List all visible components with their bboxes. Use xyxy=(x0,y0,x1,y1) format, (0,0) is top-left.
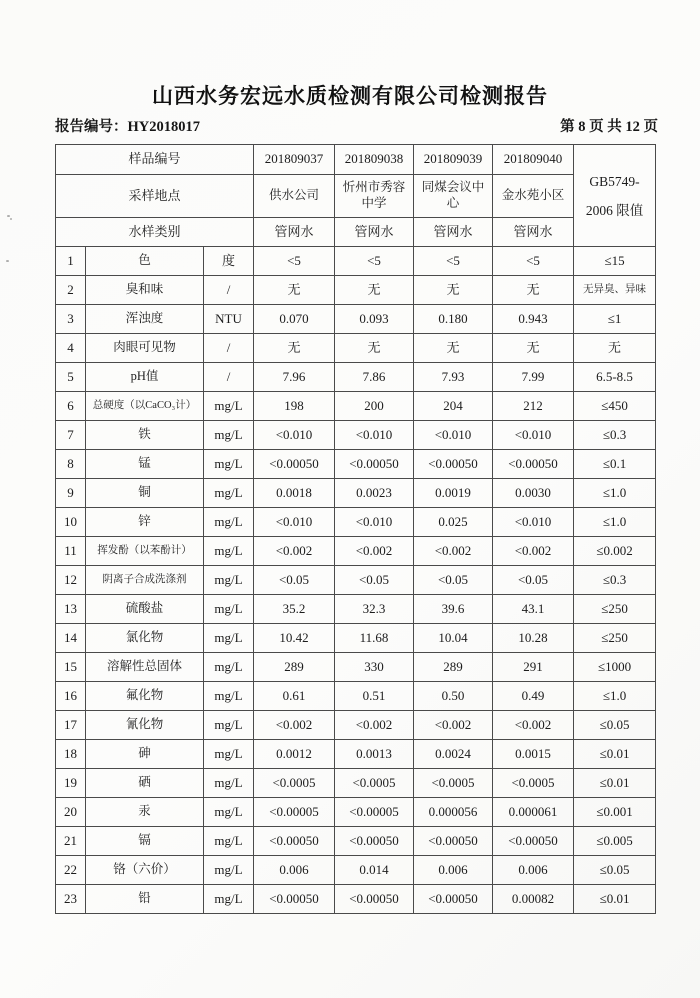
sample-value-cell-2: 0.093 xyxy=(335,305,414,334)
unit-cell: mg/L xyxy=(204,827,254,856)
sample-value-cell-3: 39.6 xyxy=(414,595,493,624)
limit-value-cell: ≤1.0 xyxy=(574,479,656,508)
scan-speck xyxy=(10,218,12,220)
unit-cell: mg/L xyxy=(204,682,254,711)
water-type-2: 管网水 xyxy=(335,218,414,247)
sample-value-cell-4: <0.0005 xyxy=(493,769,574,798)
location-3: 同煤会议中心 xyxy=(414,175,493,218)
sample-value-cell-3: <0.00050 xyxy=(414,827,493,856)
sample-value-cell-3: 204 xyxy=(414,392,493,421)
sample-value-cell-3: 0.025 xyxy=(414,508,493,537)
sample-value-cell-1: <0.00050 xyxy=(254,450,335,479)
sample-value-cell-2: <5 xyxy=(335,247,414,276)
sample-value-cell-4: <0.05 xyxy=(493,566,574,595)
unit-cell: mg/L xyxy=(204,537,254,566)
report-meta xyxy=(55,115,658,136)
sample-value-cell-2: <0.05 xyxy=(335,566,414,595)
sample-value-cell-1: <0.010 xyxy=(254,421,335,450)
location-1: 供水公司 xyxy=(254,175,335,218)
sample-value-cell-2: <0.00005 xyxy=(335,798,414,827)
sample-value-cell-2: <0.0005 xyxy=(335,769,414,798)
sample-id-1: 201809037 xyxy=(254,145,335,175)
sample-value-cell-1: <0.010 xyxy=(254,508,335,537)
sample-value-cell-2: <0.002 xyxy=(335,537,414,566)
parameter-row xyxy=(56,392,656,421)
parameter-row xyxy=(56,479,656,508)
sample-value-cell-1: <0.00050 xyxy=(254,885,335,914)
parameter-row xyxy=(56,798,656,827)
sample-value-cell-4: 0.0015 xyxy=(493,740,574,769)
limit-value-cell: ≤250 xyxy=(574,624,656,653)
unit-cell: / xyxy=(204,276,254,305)
limit-standard-line1: GB5749- xyxy=(589,173,640,189)
row-number-cell: 5 xyxy=(56,363,86,392)
parameter-row xyxy=(56,508,656,537)
sample-value-cell-1: <0.0005 xyxy=(254,769,335,798)
limit-value-cell: ≤0.01 xyxy=(574,885,656,914)
row-number-cell: 18 xyxy=(56,740,86,769)
parameter-name-cell: 氟化物 xyxy=(86,682,204,711)
sample-value-cell-1: 0.0012 xyxy=(254,740,335,769)
parameter-row xyxy=(56,363,656,392)
limit-value-cell: ≤0.005 xyxy=(574,827,656,856)
limit-standard-header xyxy=(574,145,656,247)
row-number-cell: 8 xyxy=(56,450,86,479)
sample-value-cell-3: 无 xyxy=(414,334,493,363)
sample-value-cell-4: 0.943 xyxy=(493,305,574,334)
sample-value-cell-3: 0.0019 xyxy=(414,479,493,508)
sample-value-cell-3: 7.93 xyxy=(414,363,493,392)
water-type-label: 水样类别 xyxy=(56,218,254,247)
header-row-sample-id xyxy=(56,145,656,175)
row-number-cell: 6 xyxy=(56,392,86,421)
scan-speck xyxy=(6,260,9,262)
header-row-location xyxy=(56,175,656,218)
unit-cell: 度 xyxy=(204,247,254,276)
parameter-row xyxy=(56,624,656,653)
row-number-cell: 7 xyxy=(56,421,86,450)
parameter-row xyxy=(56,334,656,363)
unit-cell: mg/L xyxy=(204,392,254,421)
sample-value-cell-1: 35.2 xyxy=(254,595,335,624)
parameter-row xyxy=(56,305,656,334)
unit-cell: mg/L xyxy=(204,421,254,450)
limit-value-cell: ≤450 xyxy=(574,392,656,421)
sample-value-cell-4: 无 xyxy=(493,334,574,363)
report-number: 报告编号：HY2018017 xyxy=(55,119,200,135)
row-number-cell: 3 xyxy=(56,305,86,334)
row-number-cell: 23 xyxy=(56,885,86,914)
page-title: 山西水务宏远水质检测有限公司检测报告 xyxy=(152,85,548,108)
sample-value-cell-2: <0.00050 xyxy=(335,885,414,914)
sample-value-cell-2: 7.86 xyxy=(335,363,414,392)
sample-value-cell-4: <0.00050 xyxy=(493,450,574,479)
sample-value-cell-3: 0.180 xyxy=(414,305,493,334)
parameter-name-cell: 挥发酚（以苯酚计） xyxy=(86,537,204,566)
sample-value-cell-3: <5 xyxy=(414,247,493,276)
sample-value-cell-2: 0.0013 xyxy=(335,740,414,769)
unit-cell: NTU xyxy=(204,305,254,334)
unit-cell: mg/L xyxy=(204,711,254,740)
sample-value-cell-2: <0.00050 xyxy=(335,450,414,479)
parameter-name-cell: 硒 xyxy=(86,769,204,798)
unit-cell: mg/L xyxy=(204,798,254,827)
sample-value-cell-1: 289 xyxy=(254,653,335,682)
sample-value-cell-1: <0.002 xyxy=(254,537,335,566)
unit-cell: mg/L xyxy=(204,653,254,682)
parameter-name-cell: 氯化物 xyxy=(86,624,204,653)
parameter-name-cell: 浑浊度 xyxy=(86,305,204,334)
sample-value-cell-1: 无 xyxy=(254,276,335,305)
parameter-row xyxy=(56,566,656,595)
row-number-cell: 10 xyxy=(56,508,86,537)
row-number-cell: 4 xyxy=(56,334,86,363)
parameter-name-cell: 硫酸盐 xyxy=(86,595,204,624)
sample-value-cell-4: 0.49 xyxy=(493,682,574,711)
parameter-name-cell: 溶解性总固体 xyxy=(86,653,204,682)
parameter-row xyxy=(56,247,656,276)
row-number-cell: 1 xyxy=(56,247,86,276)
sample-value-cell-3: <0.002 xyxy=(414,711,493,740)
sample-value-cell-2: <0.010 xyxy=(335,508,414,537)
parameter-name-cell: 阴离子合成洗涤剂 xyxy=(86,566,204,595)
row-number-cell: 11 xyxy=(56,537,86,566)
unit-cell: mg/L xyxy=(204,740,254,769)
limit-value-cell: ≤15 xyxy=(574,247,656,276)
limit-value-cell: ≤250 xyxy=(574,595,656,624)
limit-value-cell: ≤0.3 xyxy=(574,421,656,450)
sample-value-cell-4: 0.006 xyxy=(493,856,574,885)
parameter-name-cell: 铅 xyxy=(86,885,204,914)
limit-value-cell: ≤1.0 xyxy=(574,682,656,711)
sample-value-cell-2: 无 xyxy=(335,334,414,363)
parameter-name-cell: 砷 xyxy=(86,740,204,769)
location-label: 采样地点 xyxy=(56,175,254,218)
sample-value-cell-4: <0.010 xyxy=(493,508,574,537)
unit-cell: mg/L xyxy=(204,566,254,595)
sample-value-cell-4: <0.002 xyxy=(493,711,574,740)
row-number-cell: 17 xyxy=(56,711,86,740)
sample-id-label: 样品编号 xyxy=(56,145,254,175)
limit-value-cell: ≤0.01 xyxy=(574,769,656,798)
limit-standard-line2: 2006 限值 xyxy=(585,202,644,218)
parameter-name-cell: 铜 xyxy=(86,479,204,508)
unit-cell: mg/L xyxy=(204,856,254,885)
sample-value-cell-3: 0.0024 xyxy=(414,740,493,769)
row-number-cell: 15 xyxy=(56,653,86,682)
parameter-name-cell: 总硬度（以CaCO₃计） xyxy=(86,392,204,421)
sample-value-cell-4: 291 xyxy=(493,653,574,682)
sample-value-cell-2: 200 xyxy=(335,392,414,421)
sample-value-cell-2: <0.002 xyxy=(335,711,414,740)
parameter-name-cell: 铬（六价） xyxy=(86,856,204,885)
sample-value-cell-4: 10.28 xyxy=(493,624,574,653)
parameter-row xyxy=(56,711,656,740)
unit-cell: mg/L xyxy=(204,624,254,653)
row-number-cell: 21 xyxy=(56,827,86,856)
sample-value-cell-3: 289 xyxy=(414,653,493,682)
sample-value-cell-4: 7.99 xyxy=(493,363,574,392)
unit-cell: mg/L xyxy=(204,885,254,914)
limit-value-cell: ≤1.0 xyxy=(574,508,656,537)
row-number-cell: 22 xyxy=(56,856,86,885)
sample-id-4: 201809040 xyxy=(493,145,574,175)
parameter-name-cell: 镉 xyxy=(86,827,204,856)
unit-cell: mg/L xyxy=(204,595,254,624)
sample-value-cell-3: <0.0005 xyxy=(414,769,493,798)
sample-value-cell-1: <0.002 xyxy=(254,711,335,740)
parameter-row xyxy=(56,450,656,479)
sample-value-cell-4: <0.00050 xyxy=(493,827,574,856)
sample-value-cell-2: 0.51 xyxy=(335,682,414,711)
page-number-info: 第 8 页 共 12 页 xyxy=(560,119,658,135)
limit-value-cell: ≤0.001 xyxy=(574,798,656,827)
sample-value-cell-4: <0.002 xyxy=(493,537,574,566)
row-number-cell: 19 xyxy=(56,769,86,798)
sample-value-cell-3: <0.002 xyxy=(414,537,493,566)
row-number-cell: 12 xyxy=(56,566,86,595)
sample-id-2: 201809038 xyxy=(335,145,414,175)
sample-id-3: 201809039 xyxy=(414,145,493,175)
sample-value-cell-4: <0.010 xyxy=(493,421,574,450)
limit-value-cell: ≤0.3 xyxy=(574,566,656,595)
parameter-row xyxy=(56,653,656,682)
sample-value-cell-1: 7.96 xyxy=(254,363,335,392)
parameter-row xyxy=(56,421,656,450)
parameter-row xyxy=(56,682,656,711)
sample-value-cell-2: 32.3 xyxy=(335,595,414,624)
limit-value-cell: ≤0.002 xyxy=(574,537,656,566)
sample-value-cell-1: 0.0018 xyxy=(254,479,335,508)
unit-cell: mg/L xyxy=(204,450,254,479)
sample-value-cell-3: <0.010 xyxy=(414,421,493,450)
location-2: 忻州市秀容中学 xyxy=(335,175,414,218)
sample-value-cell-3: 10.04 xyxy=(414,624,493,653)
water-quality-table xyxy=(55,144,656,914)
parameter-name-cell: 肉眼可见物 xyxy=(86,334,204,363)
water-type-3: 管网水 xyxy=(414,218,493,247)
table-body xyxy=(56,247,656,914)
sample-value-cell-2: 0.014 xyxy=(335,856,414,885)
parameter-row xyxy=(56,276,656,305)
parameter-row xyxy=(56,885,656,914)
sample-value-cell-2: 无 xyxy=(335,276,414,305)
sample-value-cell-4: 0.00082 xyxy=(493,885,574,914)
sample-value-cell-1: <5 xyxy=(254,247,335,276)
sample-value-cell-3: 0.006 xyxy=(414,856,493,885)
parameter-row xyxy=(56,856,656,885)
parameter-name-cell: 铁 xyxy=(86,421,204,450)
limit-value-cell: 无异臭、异味 xyxy=(574,276,656,305)
header-row-water-type xyxy=(56,218,656,247)
water-type-1: 管网水 xyxy=(254,218,335,247)
unit-cell: / xyxy=(204,334,254,363)
limit-value-cell: ≤0.05 xyxy=(574,856,656,885)
row-number-cell: 13 xyxy=(56,595,86,624)
sample-value-cell-4: 0.000061 xyxy=(493,798,574,827)
row-number-cell: 14 xyxy=(56,624,86,653)
row-number-cell: 2 xyxy=(56,276,86,305)
parameter-row xyxy=(56,740,656,769)
sample-value-cell-2: <0.010 xyxy=(335,421,414,450)
parameter-name-cell: 色 xyxy=(86,247,204,276)
sample-value-cell-4: 212 xyxy=(493,392,574,421)
parameter-name-cell: 臭和味 xyxy=(86,276,204,305)
limit-value-cell: ≤1 xyxy=(574,305,656,334)
parameter-row xyxy=(56,769,656,798)
sample-value-cell-4: 0.0030 xyxy=(493,479,574,508)
row-number-cell: 9 xyxy=(56,479,86,508)
parameter-name-cell: 锰 xyxy=(86,450,204,479)
location-4: 金水苑小区 xyxy=(493,175,574,218)
row-number-cell: 20 xyxy=(56,798,86,827)
water-type-4: 管网水 xyxy=(493,218,574,247)
parameter-row xyxy=(56,537,656,566)
sample-value-cell-4: <5 xyxy=(493,247,574,276)
sample-value-cell-1: <0.05 xyxy=(254,566,335,595)
unit-cell: mg/L xyxy=(204,479,254,508)
sample-value-cell-1: 无 xyxy=(254,334,335,363)
parameter-name-cell: 锌 xyxy=(86,508,204,537)
limit-value-cell: ≤1000 xyxy=(574,653,656,682)
limit-value-cell: ≤0.05 xyxy=(574,711,656,740)
sample-value-cell-3: 0.000056 xyxy=(414,798,493,827)
sample-value-cell-1: 10.42 xyxy=(254,624,335,653)
sample-value-cell-3: 0.50 xyxy=(414,682,493,711)
limit-value-cell: ≤0.1 xyxy=(574,450,656,479)
scan-speck xyxy=(7,215,10,217)
sample-value-cell-1: <0.00005 xyxy=(254,798,335,827)
unit-cell: / xyxy=(204,363,254,392)
unit-cell: mg/L xyxy=(204,769,254,798)
limit-value-cell: ≤0.01 xyxy=(574,740,656,769)
parameter-name-cell: pH值 xyxy=(86,363,204,392)
sample-value-cell-3: <0.00050 xyxy=(414,450,493,479)
sample-value-cell-1: <0.00050 xyxy=(254,827,335,856)
sample-value-cell-3: <0.05 xyxy=(414,566,493,595)
limit-value-cell: 6.5-8.5 xyxy=(574,363,656,392)
parameter-row xyxy=(56,827,656,856)
parameter-name-cell: 氰化物 xyxy=(86,711,204,740)
sample-value-cell-2: 11.68 xyxy=(335,624,414,653)
parameter-name-cell: 汞 xyxy=(86,798,204,827)
limit-value-cell: 无 xyxy=(574,334,656,363)
sample-value-cell-2: 0.0023 xyxy=(335,479,414,508)
row-number-cell: 16 xyxy=(56,682,86,711)
sample-value-cell-2: 330 xyxy=(335,653,414,682)
sample-value-cell-3: 无 xyxy=(414,276,493,305)
parameter-row xyxy=(56,595,656,624)
sample-value-cell-4: 43.1 xyxy=(493,595,574,624)
sample-value-cell-4: 无 xyxy=(493,276,574,305)
unit-cell: mg/L xyxy=(204,508,254,537)
sample-value-cell-2: <0.00050 xyxy=(335,827,414,856)
sample-value-cell-1: 0.070 xyxy=(254,305,335,334)
sample-value-cell-1: 0.61 xyxy=(254,682,335,711)
sample-value-cell-1: 198 xyxy=(254,392,335,421)
sample-value-cell-3: <0.00050 xyxy=(414,885,493,914)
sample-value-cell-1: 0.006 xyxy=(254,856,335,885)
